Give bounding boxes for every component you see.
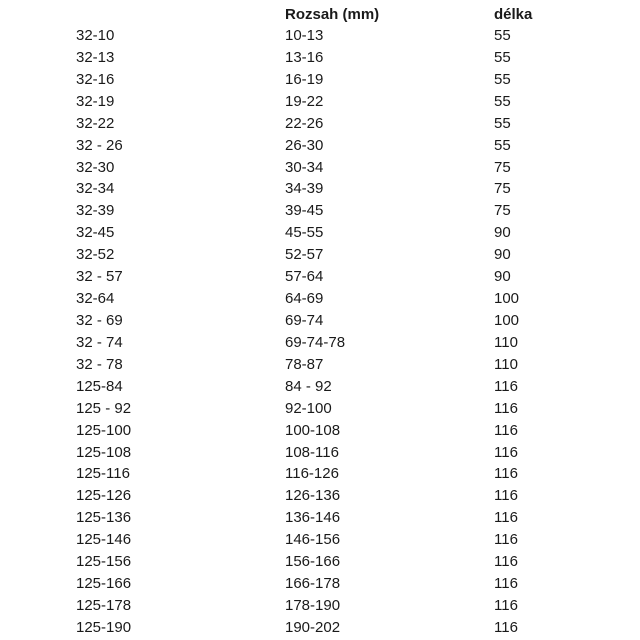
cell-length: 116 — [494, 443, 518, 461]
cell-code: 32-45 — [76, 224, 115, 242]
table-row — [0, 529, 640, 551]
table-row — [0, 288, 640, 310]
cell-code: 32-52 — [76, 246, 115, 264]
cell-range: 45-55 — [285, 224, 324, 242]
cell-range: 34-39 — [285, 180, 324, 198]
cell-range: 19-22 — [285, 92, 324, 110]
cell-code: 32-39 — [76, 202, 115, 220]
table-row — [0, 266, 640, 288]
cell-length: 116 — [494, 553, 518, 571]
cell-length: 75 — [494, 202, 511, 220]
cell-code: 125-108 — [76, 443, 132, 461]
cell-code: 32 - 26 — [76, 136, 123, 154]
cell-range: 84 - 92 — [285, 377, 332, 395]
cell-range: 92-100 — [285, 399, 332, 417]
cell-length: 55 — [494, 70, 511, 88]
cell-code: 125-84 — [76, 377, 123, 395]
cell-range: 22-26 — [285, 114, 324, 132]
table-row — [0, 69, 640, 91]
cell-range: 30-34 — [285, 158, 324, 176]
cell-code: 125-156 — [76, 553, 132, 571]
cell-length: 55 — [494, 92, 511, 110]
cell-range: 116-126 — [285, 465, 339, 483]
table-row — [0, 463, 640, 485]
cell-range: 52-57 — [285, 246, 324, 264]
cell-range: 10-13 — [285, 27, 324, 44]
cell-length: 55 — [494, 136, 511, 154]
cell-range: 166-178 — [285, 575, 341, 593]
table-row — [0, 420, 640, 442]
table-row — [0, 157, 640, 179]
cell-range: 39-45 — [285, 202, 324, 220]
cell-length: 116 — [494, 531, 518, 549]
cell-length: 100 — [494, 311, 520, 329]
table-row — [0, 442, 640, 464]
cell-length: 90 — [494, 246, 511, 264]
cell-code: 32 - 74 — [76, 333, 123, 351]
cell-length: 100 — [494, 290, 520, 308]
cell-code: 125-100 — [76, 421, 132, 439]
cell-code: 32-19 — [76, 92, 115, 110]
table-row — [0, 91, 640, 113]
table-row — [0, 135, 640, 157]
table-row — [0, 25, 640, 47]
table-row — [0, 573, 640, 595]
cell-length: 110 — [494, 333, 518, 351]
cell-code: 125-166 — [76, 575, 132, 593]
cell-length: 110 — [494, 355, 518, 373]
cell-code: 32-13 — [76, 48, 115, 66]
table-row — [0, 507, 640, 529]
cell-code: 125-146 — [76, 531, 132, 549]
table-row — [0, 354, 640, 376]
table-body — [0, 25, 640, 639]
cell-range: 69-74-78 — [285, 333, 346, 351]
table-row — [0, 222, 640, 244]
cell-length: 75 — [494, 180, 511, 198]
table-row — [0, 595, 640, 617]
table-row — [0, 332, 640, 354]
table-row — [0, 617, 640, 639]
table-row — [0, 398, 640, 420]
cell-range: 16-19 — [285, 70, 324, 88]
table-row — [0, 376, 640, 398]
cell-length: 116 — [494, 377, 518, 395]
table-row — [0, 485, 640, 507]
table-row — [0, 178, 640, 200]
cell-code: 32-64 — [76, 290, 115, 308]
table-row — [0, 551, 640, 573]
cell-range: 126-136 — [285, 487, 341, 505]
cell-range: 26-30 — [285, 136, 324, 154]
cell-length: 55 — [494, 27, 511, 44]
cell-code: 32 - 78 — [76, 355, 123, 373]
cell-code: 32-10 — [76, 27, 115, 44]
cell-length: 116 — [494, 487, 518, 505]
cell-length: 75 — [494, 158, 511, 176]
cell-code: 32 - 69 — [76, 311, 123, 329]
table-row — [0, 310, 640, 332]
cell-range: 156-166 — [285, 553, 341, 571]
cell-length: 55 — [494, 48, 511, 66]
cell-length: 116 — [494, 509, 518, 527]
table-header — [0, 4, 640, 26]
cell-code: 125 - 92 — [76, 399, 132, 417]
cell-length: 90 — [494, 224, 511, 242]
cell-range: 190-202 — [285, 618, 341, 636]
cell-range: 108-116 — [285, 443, 339, 461]
cell-length: 116 — [494, 618, 518, 636]
cell-length: 116 — [494, 575, 518, 593]
cell-range: 13-16 — [285, 48, 324, 66]
cell-range: 69-74 — [285, 311, 324, 329]
cell-length: 116 — [494, 465, 518, 483]
cell-length: 90 — [494, 268, 511, 286]
table-row — [0, 244, 640, 266]
cell-length: 55 — [494, 114, 511, 132]
cell-range: 136-146 — [285, 509, 341, 527]
cell-range: 57-64 — [285, 268, 324, 286]
header-range: Rozsah (mm) — [285, 6, 380, 23]
cell-range: 64-69 — [285, 290, 324, 308]
cell-code: 32-34 — [76, 180, 115, 198]
table-row — [0, 47, 640, 69]
cell-code: 125-116 — [76, 465, 130, 483]
cell-range: 146-156 — [285, 531, 341, 549]
cell-length: 116 — [494, 596, 518, 614]
table-row — [0, 200, 640, 222]
cell-code: 125-190 — [76, 618, 132, 636]
cell-range: 78-87 — [285, 355, 324, 373]
cell-code: 125-178 — [76, 596, 132, 614]
cell-code: 32-30 — [76, 158, 115, 176]
table-row — [0, 113, 640, 135]
cell-code: 32 - 57 — [76, 268, 123, 286]
cell-length: 116 — [494, 399, 518, 417]
cell-code: 125-136 — [76, 509, 132, 527]
cell-range: 100-108 — [285, 421, 341, 439]
cell-range: 178-190 — [285, 596, 341, 614]
cell-code: 32-16 — [76, 70, 115, 88]
header-length: délka — [494, 6, 533, 23]
cell-length: 116 — [494, 421, 518, 439]
cell-code: 125-126 — [76, 487, 132, 505]
cell-code: 32-22 — [76, 114, 115, 132]
